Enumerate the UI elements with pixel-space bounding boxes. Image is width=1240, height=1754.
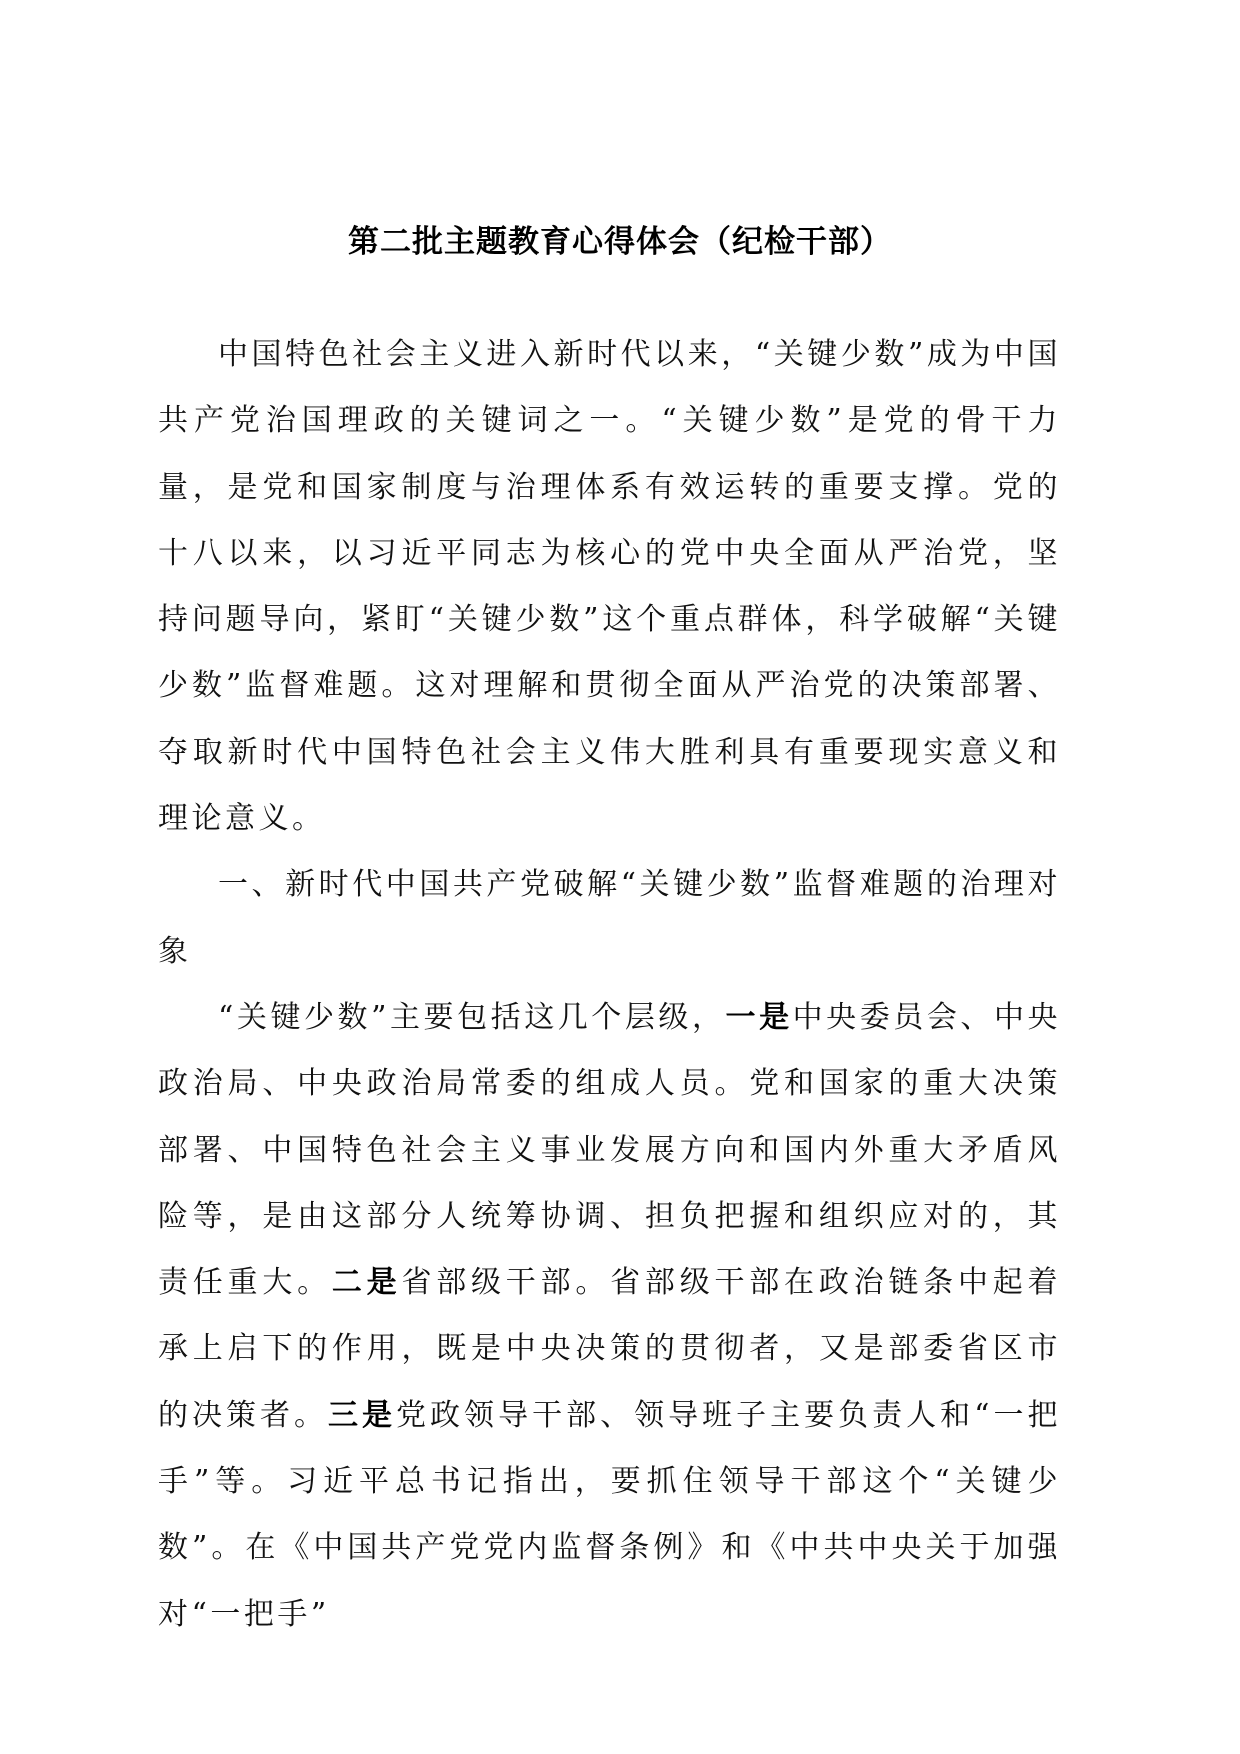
bold-marker-second: 二是 <box>331 1265 402 1301</box>
section-heading-1-text: 一、新时代中国共产党破解“关键少数”监督难题的治理对象 <box>158 867 1061 969</box>
bold-marker-third: 三是 <box>328 1397 397 1433</box>
paragraph-levels-text: 中央委员会、中央政治局、中央政治局常委的组成人员。党和国家的重大决策部署、中国特色社会主义事业发展方向和国内外重大矛盾风险等，是由这部分人统筹协调、担负把握和组织应对的，其责任重大。 <box>158 999 1061 1301</box>
paragraph-levels-text: “关键少数”主要包括这几个层级， <box>218 999 726 1035</box>
bold-marker-first: 一是 <box>725 999 793 1035</box>
document-title: 第二批主题教育心得体会（纪检干部） <box>348 224 892 260</box>
paragraph-intro <box>158 322 1061 852</box>
document-body <box>158 322 1061 1648</box>
paragraph-levels <box>158 985 1061 1648</box>
paragraph-levels-text: 党政领导干部、领导班子主要负责人和“一把手”等。习近平总书记指出，要抓住领导干部这个“关键少数”。在《中国共产党党内监督条例》和《中共中央关于加强对“一把手” <box>158 1397 1061 1632</box>
section-heading-1 <box>158 852 1061 985</box>
paragraph-intro-text: 中国特色社会主义进入新时代以来，“关键少数”成为中国共产党治国理政的关键词之一。“关键少数”是党的骨干力量，是党和国家制度与治理体系有效运转的重要支撑。党的十八以来，以习近平同志为核心的党中央全面从严治党，坚持问题导向，紧盯“关键少数”这个重点群体，科学破解“关键少数”监督难题。这对理解和贯彻全面从严治党的决策部署、夺取新时代中国特色社会主义伟大胜利具有重要现实意义和理论意义。 <box>158 337 1061 837</box>
paragraph-levels-text: 省部级干部。省部级干部在政治链条中起着承上启下的作用，既是中央决策的贯彻者，又是部委省区市的决策者。 <box>158 1265 1062 1433</box>
